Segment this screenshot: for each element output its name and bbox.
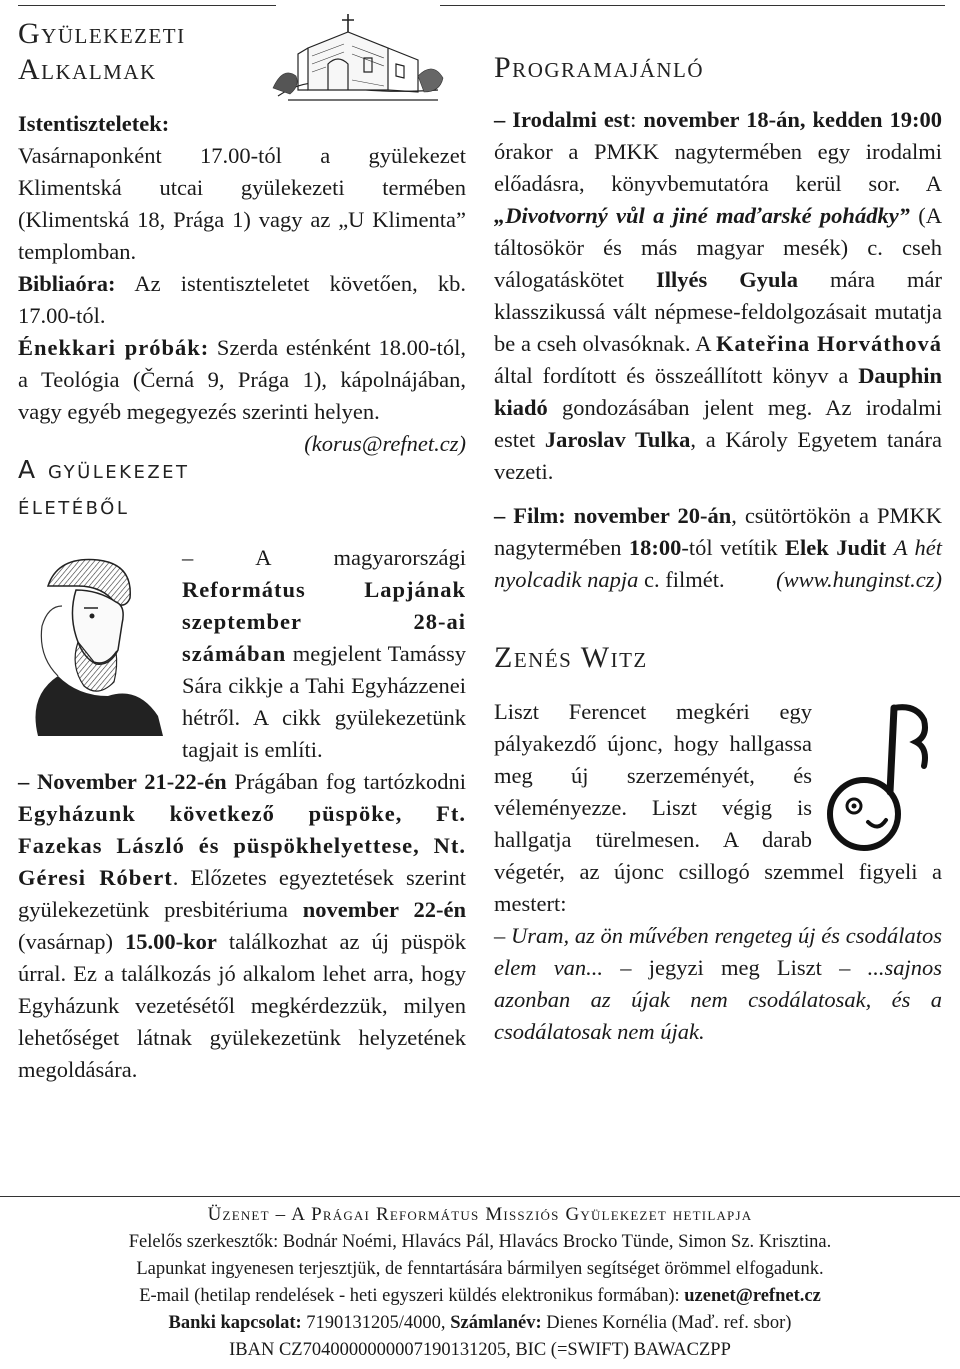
news1-dash: – A magyarországi — [182, 545, 466, 570]
choir-contact: (korus@refnet.cz) — [304, 431, 466, 456]
music-note-face-icon — [820, 696, 938, 856]
news2-text1: Prágában fog tartózkodni — [226, 769, 466, 794]
news2-time: 15.00-kor — [124, 929, 217, 954]
bible-label: Bibliaóra: — [18, 271, 116, 296]
footer-email-line — [0, 1283, 960, 1310]
calvin-portrait — [18, 546, 168, 736]
news2-text3: (vasárnap) — [18, 929, 125, 954]
top-rule-left — [18, 5, 276, 6]
footer-free: Lapunkat ingyenesen terjesztjük, de fenntartására bármilyen segítséget örömmel elfogadunk. — [136, 1259, 824, 1279]
p1-t4: mára már klasszikussá vált népmese-feldolgozásait mutatja be a cseh olvasóknak. A — [494, 267, 942, 356]
witz-quote1: – Uram, az ön művében rengeteg új és csodálatos elem van... — [494, 923, 942, 980]
news2-date2: november 22-én — [302, 897, 466, 922]
news2-text2: . Előzetes egyeztetések szerint gyülekezetünk presbitériuma — [18, 865, 466, 922]
p1-bold3: Illyés Gyula — [655, 267, 799, 292]
p1-t2: órakor a PMKK nagytermében egy irodalmi előadásra, könyvbemutatóra kerül sor. A — [494, 139, 942, 196]
choir-label: Énekkari próbák: — [18, 335, 210, 360]
footer-bank-line — [0, 1310, 960, 1337]
bank-number: 7190131205/4000, — [301, 1313, 451, 1333]
heading-zenes-witz: Zenés Witz — [494, 641, 648, 674]
footer-editors: Felelős szerkesztők: Bodnár Noémi, Hlavács Pál, Hlavács Brocko Tünde, Simon Sz. Krisztina. — [128, 1232, 832, 1252]
footer-title: Üzenet – A Prágai Református Missziós Gyülekezet hetilapja — [207, 1204, 753, 1225]
p1-bold4: Kateřina Horváthová — [715, 331, 942, 356]
p2-t2: -tól vetítik — [681, 535, 786, 560]
p2-film-title: A hét nyolcadik napja — [494, 535, 942, 592]
p1-t5: által fordított és összeállított könyv a — [494, 363, 859, 388]
hunginst-link[interactable]: (www.hunginst.cz) — [776, 567, 942, 592]
bank-label: Banki kapcsolat: — [168, 1313, 302, 1333]
witz-quote2: ...sajnos azonban az újak nem csodálatosak, és a csodálatosak nem újak. — [494, 955, 942, 1044]
top-rule-right — [440, 5, 945, 6]
account-label: Számlanév: — [450, 1313, 542, 1333]
heading-programajanlo: Programajánló — [494, 51, 705, 84]
p2-bold1: – Film: november 20-án — [494, 503, 732, 528]
services-text: Vasárnaponként 17.00-tól a gyülekezet Klimentská utcai gyülekezeti termében (Klimentská 18, Prága 1) vagy az „U Klimenta” templomban. — [18, 143, 466, 264]
news2-bishop: Egyházunk következő püspöke, Ft. Fazekas László és püspökhelyettese, Nt. Géresi Róbert — [18, 801, 466, 890]
news2-date: – November 21-22-én — [18, 769, 227, 794]
heading-line-1: Gyülekezeti — [18, 17, 186, 50]
choir-text: Szerda esténként 18.00-tól, a Teológia (Černá 9, Prága 1), kápolnájában, vagy egyéb megegyezés szerinti helyen. — [18, 335, 466, 424]
p1-t7: , a Károly Egyetem tanára vezeti. — [494, 427, 942, 484]
news1-text: megjelent Tamássy Sára cikkje a Tahi Egyházzenei hétről. A cikk gyülekezetünk tagjait is említi. — [182, 641, 466, 762]
news2-text4: találkozhat az új püspök úrral. Ez a találkozás jó alkalom lehet arra, hogy Egyházunk vezetésétől megkérdezzük, milyen lehetőséget látnak gyülekezetünk helyzetének megoldására. — [18, 929, 466, 1082]
witz-paragraph — [494, 696, 942, 1048]
bible-text: Az istentiszteletet követően, kb. 17.00-tól. — [18, 271, 466, 328]
p1-bold5: Dauphin kiadó — [494, 363, 942, 420]
program-paragraph-1 — [494, 104, 942, 488]
right-column — [494, 50, 942, 1048]
left-column — [18, 16, 466, 1086]
p1-bold2: november 18-án, kedden 19:00 — [643, 107, 942, 132]
p1-t1: : — [630, 107, 644, 132]
p2-t4: c. filmét. — [638, 567, 725, 592]
p1-bold6: Jaroslav Tulka — [544, 427, 691, 452]
p2-t1: , csütörtökön a PMKK nagytermében — [494, 503, 942, 560]
p2-bold2: 18:00 — [628, 535, 682, 560]
services-label: Istentiszteletek: — [18, 111, 170, 136]
p1-bold1: – Irodalmi est — [494, 107, 631, 132]
heading-line-2: Alkalmak — [18, 53, 157, 86]
heading-gyulekezet-eletebol: A gyülekezet életéből — [18, 455, 190, 520]
services-paragraph — [18, 108, 466, 456]
footer-email-link[interactable]: uzenet@refnet.cz — [684, 1286, 821, 1306]
footer-iban: IBAN CZ7040000000007190131205, BIC (=SWIFT) BAWACZPP — [229, 1340, 731, 1360]
p2-bold3: Elek Judit — [785, 535, 887, 560]
p1-t3: (A táltosökör és más magyar mesék) c. cseh válogatáskötet — [494, 203, 942, 292]
news1-bold: Református Lapjának szeptember 28-ai számában — [182, 577, 466, 666]
witz-text2: – jegyzi meg Liszt – — [603, 955, 868, 980]
p1-t6: gondozásában jelent meg. Az irodalmi estet — [494, 395, 942, 452]
p2-t3 — [886, 535, 893, 560]
heading-gyulekezeti-alkalmak — [18, 16, 466, 88]
witz-text1: Liszt Ferencet megkéri egy pályakezdő újonc, hogy hallgassa meg új szerzeményét, és véleményezze. Liszt végig is hallgatja türelmesen. A darab végetér, az újonc csillogó szemmel figyeli a mestert: — [494, 699, 942, 916]
footer — [0, 1196, 960, 1364]
footer-email-text: E-mail (hetilap rendelések - heti egyszeri küldés elektronikus formában): — [139, 1286, 685, 1306]
news-paragraph-1 — [18, 542, 466, 766]
p1-book-title: „Divotvorný vůl a jiné maďarské pohádky” — [494, 203, 910, 228]
news-paragraph-2 — [18, 766, 466, 1086]
account-name: Dienes Kornélia (Maď. ref. sbor) — [541, 1313, 792, 1333]
program-paragraph-2 — [494, 500, 942, 596]
